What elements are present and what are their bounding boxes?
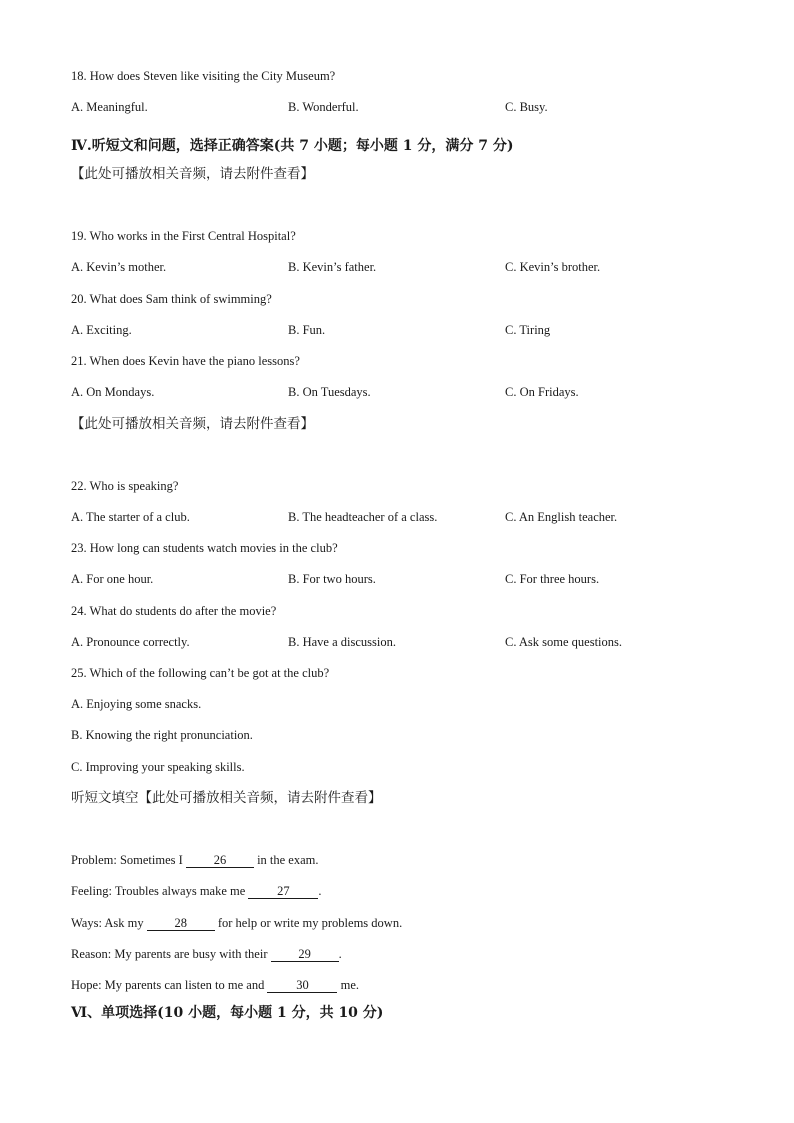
question-23: 23. How long can students watch movies in the club? bbox=[71, 541, 338, 555]
q25-option-a: A. Enjoying some snacks. bbox=[71, 697, 202, 711]
q21-option-b: B. On Tuesdays. bbox=[288, 385, 371, 399]
q24-option-b: B. Have a discussion. bbox=[288, 635, 396, 649]
fill-line-26 bbox=[71, 852, 319, 868]
fill-28-prefix: Ways: Ask my bbox=[71, 916, 147, 930]
q23-option-c: C. For three hours. bbox=[505, 572, 600, 586]
q25-option-b: B. Knowing the right pronunciation. bbox=[71, 728, 253, 742]
audio-note-2: 【此处可播放相关音频，请去附件查看】 bbox=[71, 416, 314, 432]
q19-option-a: A. Kevin’s mother. bbox=[71, 260, 167, 274]
q22-option-c: C. An English teacher. bbox=[505, 510, 618, 524]
q18-option-a: A. Meaningful. bbox=[71, 100, 148, 114]
fill-26-prefix: Problem: Sometimes I bbox=[71, 853, 186, 867]
question-21: 21. When does Kevin have the piano lessons? bbox=[71, 354, 300, 368]
q24-option-c: C. Ask some questions. bbox=[505, 635, 623, 649]
q18-option-c: C. Busy. bbox=[505, 100, 548, 114]
fill-line-30 bbox=[71, 977, 359, 993]
q22-option-a: A. The starter of a club. bbox=[71, 510, 190, 524]
fill-27-suffix: . bbox=[318, 884, 322, 898]
q24-option-a: A. Pronounce correctly. bbox=[71, 635, 190, 649]
fill-29-suffix: . bbox=[338, 947, 342, 961]
fill-29-prefix: Reason: My parents are busy with their bbox=[71, 947, 271, 961]
question-20: 20. What does Sam think of swimming? bbox=[71, 292, 272, 306]
blank-28: 28 bbox=[147, 917, 215, 931]
blank-26: 26 bbox=[186, 854, 254, 868]
fill-30-prefix: Hope: My parents can listen to me and bbox=[71, 978, 268, 992]
fill-line-29 bbox=[71, 946, 342, 962]
question-24: 24. What do students do after the movie? bbox=[71, 604, 277, 618]
q23-option-b: B. For two hours. bbox=[288, 572, 376, 586]
blank-29: 29 bbox=[271, 948, 339, 962]
section-6-title: Ⅵ、单项选择(10 小题，每小题 1 分，共 10 分) bbox=[71, 1005, 384, 1021]
fill-line-28 bbox=[71, 915, 402, 931]
q23-option-a: A. For one hour. bbox=[71, 572, 154, 586]
fill-line-27 bbox=[71, 883, 322, 899]
section-5-title: 听短文填空【此处可播放相关音频，请去附件查看】 bbox=[71, 790, 382, 806]
fill-30-suffix: me. bbox=[337, 978, 360, 992]
q19-option-c: C. Kevin’s brother. bbox=[505, 260, 601, 274]
question-25: 25. Which of the following can’t be got at the club? bbox=[71, 666, 330, 680]
fill-28-suffix: for help or write my problems down. bbox=[214, 916, 403, 930]
question-19: 19. Who works in the First Central Hospital? bbox=[71, 229, 296, 243]
fill-27-prefix: Feeling: Troubles always make me bbox=[71, 884, 249, 898]
fill-26-suffix: in the exam. bbox=[253, 853, 319, 867]
q18-option-b: B. Wonderful. bbox=[288, 100, 359, 114]
section-4-title: Ⅳ.听短文和问题，选择正确答案(共 7 小题；每小题 1 分，满分 7 分) bbox=[71, 138, 514, 154]
q21-option-c: C. On Fridays. bbox=[505, 385, 579, 399]
q21-option-a: A. On Mondays. bbox=[71, 385, 155, 399]
question-18: 18. How does Steven like visiting the City Museum? bbox=[71, 69, 336, 83]
blank-27: 27 bbox=[248, 885, 318, 899]
q25-option-c: C. Improving your speaking skills. bbox=[71, 760, 245, 774]
q20-option-b: B. Fun. bbox=[288, 323, 326, 337]
q22-option-b: B. The headteacher of a class. bbox=[288, 510, 438, 524]
q20-option-a: A. Exciting. bbox=[71, 323, 132, 337]
audio-note-1: 【此处可播放相关音频，请去附件查看】 bbox=[71, 166, 314, 182]
blank-30: 30 bbox=[267, 979, 337, 993]
q19-option-b: B. Kevin’s father. bbox=[288, 260, 377, 274]
question-22: 22. Who is speaking? bbox=[71, 479, 179, 493]
q20-option-c: C. Tiring bbox=[505, 323, 551, 337]
